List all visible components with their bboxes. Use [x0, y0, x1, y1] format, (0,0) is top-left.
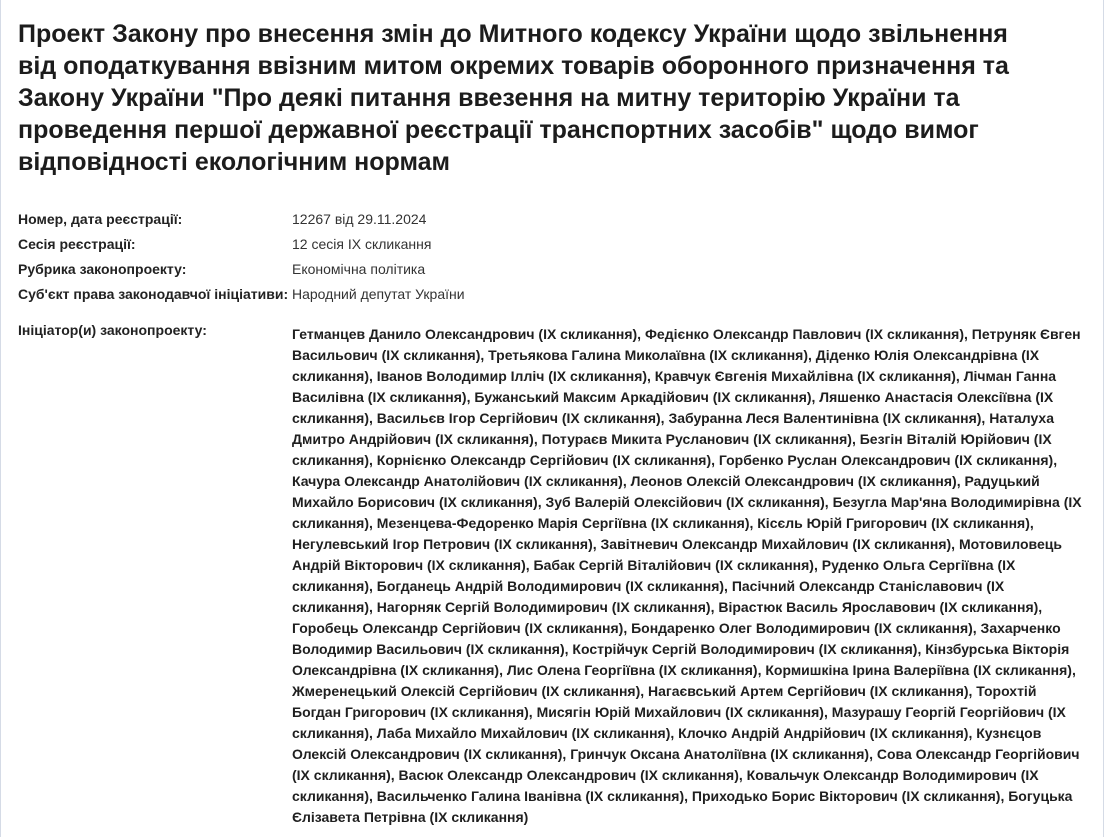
- bill-details: [18, 212, 1084, 828]
- detail-row-session: [18, 237, 1084, 262]
- rubric-label: Рубрика законопроекту:: [18, 261, 187, 277]
- detail-row-rubric: [18, 262, 1084, 287]
- session-value: 12 сесія IX скликання: [292, 236, 432, 252]
- subject-value: Народний депутат України: [292, 286, 465, 302]
- detail-row-initiators: [18, 323, 1084, 828]
- detail-row-number-date: [18, 212, 1084, 237]
- subject-label: Суб'єкт права законодавчої ініціативи:: [18, 286, 289, 302]
- number-date-label: Номер, дата реєстрації:: [18, 211, 183, 227]
- number-date-value: 12267 від 29.11.2024: [292, 211, 427, 227]
- left-frame-border: [0, 0, 1, 837]
- detail-row-subject: [18, 287, 1084, 323]
- bill-title: Проект Закону про внесення змін до Митного кодексу України щодо звільнення від оподаткування ввізним митом окремих товарів оборонного призначення та Закону України "Про деякі питання ввезення на митну територію України та проведення першої державної реєстрації транспортних засобів" щодо вимог відповідності екологічним нормам: [18, 20, 1009, 176]
- session-label: Сесія реєстрації:: [18, 236, 136, 252]
- initiators-label: Ініціатор(и) законопроекту:: [18, 322, 207, 338]
- rubric-value: Економічна політика: [292, 261, 426, 277]
- initiators-value: Гетманцев Данило Олександрович (IX скликання), Федієнко Олександр Павлович (IX скликання), Петруняк Євген Васильович (IX скликання), Третьякова Галина Миколаївна (IX скликання), Діденко Юлія Олександрівна (IX скликання), Іванов Володимир Ілліч (IX скликання), Кравчук Євгенія Михайлівна (IX скликання), Лічман Ганна Василівна (IX скликання), Бужанський Максим Аркадійович (IX скликання), Ляшенко Анастасія Олексіївна (IX скликання), Васильєв Ігор Сергійович (IX скликання), Забуранна Леся Валентинівна (IX скликання), Наталуха Дмитро Андрійович (IX скликання), Потураєв Микита Русланович (IX скликання), Безгін Віталій Юрійович (IX скликання), Корнієнко Олександр Сергійович (IX скликання), Горбенко Руслан Олександрович (IX скликання), Качура Олександр Анатолійович (IX скликання), Леонов Олексій Олександрович (IX скликання), Радуцький Михайло Борисович (IX скликання), Зуб Валерій Олексійович (IX скликання), Безугла Мар'яна Володимирівна (IX скликання), Мезенцева-Федоренко Марія Сергіївна (IX скликання), Кісєль Юрій Григорович (IX скликання), Негулевський Ігор Петрович (IX скликання), Завітневич Олександр Михайлович (IX скликання), Мотовиловець Андрій Вікторович (IX скликання), Бабак Сергій Віталійович (IX скликання), Руденко Ольга Сергіївна (IX скликання), Богданець Андрій Володимирович (IX скликання), Пасічний Олександр Станіславович (IX скликання), Нагорняк Сергій Володимирович (IX скликання), Вірастюк Василь Ярославович (IX скликання), Горобець Олександр Сергійович (IX скликання), Бондаренко Олег Володимирович (IX скликання), Захарченко Володимир Васильович (IX скликання), Кострійчук Сергій Володимирович (IX скликання), Кінзбурська Вікторія Олександрівна (IX скликання), Лис Олена Георгіївна (IX скликання), Кормишкіна Ірина Валеріївна (IX скликання), Жмеренецький Олексій Сергійович (IX скликання), Нагаєвський Артем Сергійович (IX скликання), Торохтій Богдан Григорович (IX скликання), Мисягін Юрій Михайлович (IX скликання), Мазурашу Георгій Георгійович (IX скликання), Лаба Михайло Михайлович (IX скликання), Клочко Андрій Андрійович (IX скликання), Кузнєцов Олексій Олександрович (IX скликання), Гринчук Оксана Анатоліївна (IX скликання), Сова Олександр Георгійович (IX скликання), Васюк Олександр Олександрович (IX скликання), Ковальчук Олександр Володимирович (IX скликання), Васильченко Галина Іванівна (IX скликання), Приходько Борис Вікторович (IX скликання), Богуцька Єлізавета Петрівна (IX скликання): [292, 326, 1082, 825]
